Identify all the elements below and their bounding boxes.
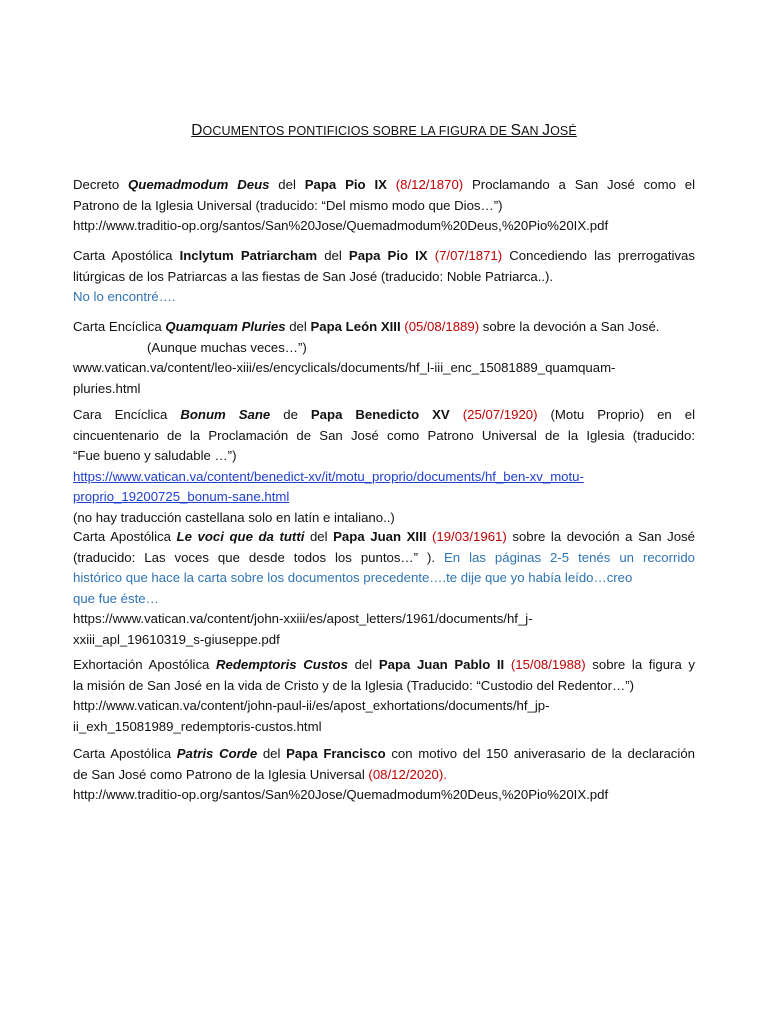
- entry-line: Exhortación Apostólica Redemptoris Custos del Papa Juan Pablo II (15/08/1988) sobre la figura y: [73, 657, 695, 672]
- entry-url: www.vatican.va/content/leo-xiii/es/encyclicals/documents/hf_l-iii_enc_15081889_quamquam-: [73, 360, 616, 376]
- entry-line: cincuentenario de la Proclamación de San José como Patrono Universal de la Iglesia (traducido:: [73, 427, 695, 443]
- entry-url: pluries.html: [73, 380, 141, 396]
- entry-note: que fue éste…: [73, 590, 159, 606]
- entry-le-voci: [73, 527, 695, 651]
- entry-url: xxiii_apl_19610319_s-giuseppe.pdf: [73, 631, 280, 647]
- entry-line: la misión de San José en la vida de Cristo y de la Iglesia (Traducido: “Custodio del Redentor…”): [73, 677, 634, 693]
- entry-note: histórico que hace la carta sobre los documentos precedente….te dije que yo había leído…creo: [73, 570, 633, 586]
- entry-patris-corde: [73, 744, 695, 806]
- entry-link[interactable]: proprio_19200725_bonum-sane.html: [73, 489, 290, 505]
- entry-line: “Fue bueno y saludable …”): [73, 448, 237, 464]
- entry-line: Decreto Quemadmodum Deus del Papa Pio IX (8/12/1870) Proclamando a San José como el: [73, 177, 696, 192]
- entry-line: (Aunque muchas veces…”): [147, 339, 307, 355]
- entry-line: de San José como Patrono de la Iglesia Universal (08/12/2020).: [73, 766, 447, 782]
- page-title: DOCUMENTOS PONTIFICIOS SOBRE LA FIGURA DE SAN JOSÉ: [191, 122, 577, 139]
- entry-line: Carta Apostólica Patris Corde del Papa Francisco con motivo del 150 aniverasario de la declaración: [73, 746, 695, 761]
- entry-url: http://www.vatican.va/content/john-paul-ii/es/apost_exhortations/documents/hf_jp-: [73, 698, 550, 714]
- entry-line: litúrgicas de los Patriarcas a las fiestas de San José (traducido: Noble Patriarca..).: [73, 268, 554, 284]
- entry-url: https://www.vatican.va/content/john-xxiii/es/apost_letters/1961/documents/hf_j-: [73, 611, 533, 627]
- entry-note: No lo encontré….: [73, 289, 176, 305]
- entry-quamquam-pluries: [73, 317, 695, 399]
- entry-line: Carta Encíclica Quamquam Pluries del Papa León XIII (05/08/1889) sobre la devoción a San José.: [73, 319, 660, 334]
- entry-url: http://www.traditio-op.org/santos/San%20Jose/Quemadmodum%20Deus,%20Pio%20IX.pdf: [73, 218, 609, 234]
- entry-line: Cara Encíclica Bonum Sane de Papa Benedicto XV (25/07/1920) (Motu Proprio) en el: [73, 407, 695, 422]
- entry-note: (no hay traducción castellana solo en latín e intaliano..): [73, 509, 395, 525]
- entry-line: Carta Apostólica Inclytum Patriarcham del Papa Pio IX (7/07/1871) Concediendo las prerrogativas: [73, 248, 695, 263]
- entry-redemptoris-custos: [73, 655, 695, 737]
- entry-link[interactable]: https://www.vatican.va/content/benedict-xv/it/motu_proprio/documents/hf_ben-xv_motu-: [73, 468, 584, 484]
- entry-quemadmodum-deus: [73, 175, 695, 237]
- entry-line: (traducido: Las voces que desde todos los puntos…” ). En las páginas 2-5 tenés un recorrido: [73, 549, 695, 565]
- entry-url: ii_exh_15081989_redemptoris-custos.html: [73, 718, 322, 734]
- entry-url: http://www.traditio-op.org/santos/San%20Jose/Quemadmodum%20Deus,%20Pio%20IX.pdf: [73, 787, 609, 803]
- entry-bonum-sane: [73, 405, 695, 529]
- entry-line: Patrono de la Iglesia Universal (traducido: “Del mismo modo que Dios…”): [73, 197, 503, 213]
- entry-inclytum-patriarcham: [73, 246, 695, 308]
- entry-line: Carta Apostólica Le voci que da tutti del Papa Juan XIII (19/03/1961) sobre la devoción a San José: [73, 529, 695, 544]
